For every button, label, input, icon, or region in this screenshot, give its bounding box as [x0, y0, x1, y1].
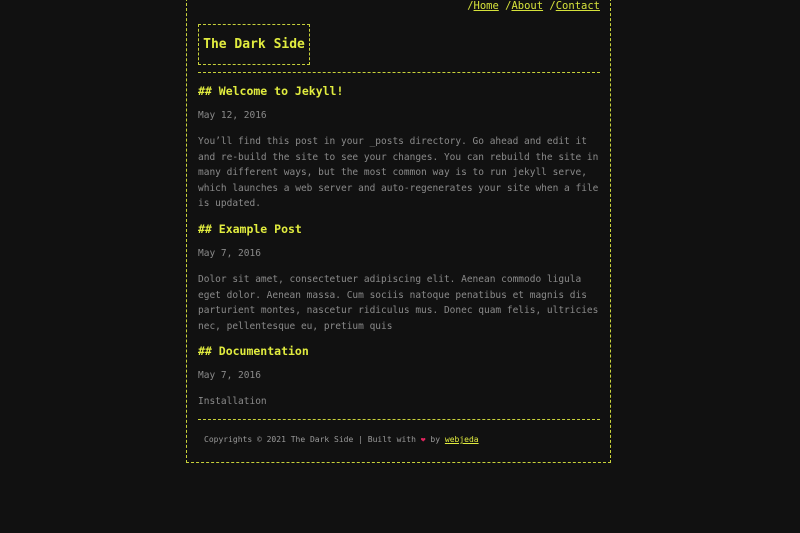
post-title[interactable]: ## Welcome to Jekyll!: [198, 84, 344, 98]
post-item: [198, 84, 602, 212]
page-container: [186, 0, 611, 463]
nav-separator: /: [549, 0, 556, 12]
header-divider: [198, 72, 600, 73]
footer-divider: [198, 419, 600, 420]
top-nav: [467, 0, 600, 12]
site-title-box[interactable]: [198, 24, 310, 65]
heart-icon: ❤: [420, 435, 426, 444]
post-date: May 7, 2016: [198, 370, 261, 381]
post-excerpt: You’ll find this post in your _posts directory. Go ahead and edit it and re-build the site to see your changes. You can rebuild the site in many different ways, but the most common way is to run jekyll serve, which launches a web server and auto-regenerates your site when a file is updated.: [198, 136, 599, 209]
post-excerpt: Dolor sit amet, consectetuer adipiscing elit. Aenean commodo ligula eget dolor. Aenean massa. Cum sociis natoque penatibus et magnis dis parturient montes, nascetur ridiculus mus. Donec quam felis, ultricies nec, pellentesque eu, pretium quis: [198, 274, 599, 332]
post-item: [198, 222, 602, 334]
footer-copyright: Copyrights © 2021 The Dark Side | Built with: [204, 435, 416, 444]
post-title[interactable]: ## Example Post: [198, 222, 302, 236]
post-date: May 7, 2016: [198, 248, 261, 259]
nav-link-contact[interactable]: Contact: [555, 0, 600, 12]
post-excerpt: Installation: [198, 396, 267, 407]
nav-link-home[interactable]: Home: [473, 0, 499, 12]
footer-by: by: [430, 435, 441, 444]
footer-author-link[interactable]: webjeda: [444, 435, 479, 444]
post-date: May 12, 2016: [198, 110, 267, 121]
site-footer: [204, 435, 479, 444]
site-title[interactable]: The Dark Side: [203, 37, 305, 52]
post-item: [198, 344, 602, 410]
nav-link-about[interactable]: About: [511, 0, 544, 12]
nav-separator: /: [467, 0, 474, 12]
nav-separator: /: [505, 0, 512, 12]
post-title[interactable]: ## Documentation: [198, 344, 309, 358]
